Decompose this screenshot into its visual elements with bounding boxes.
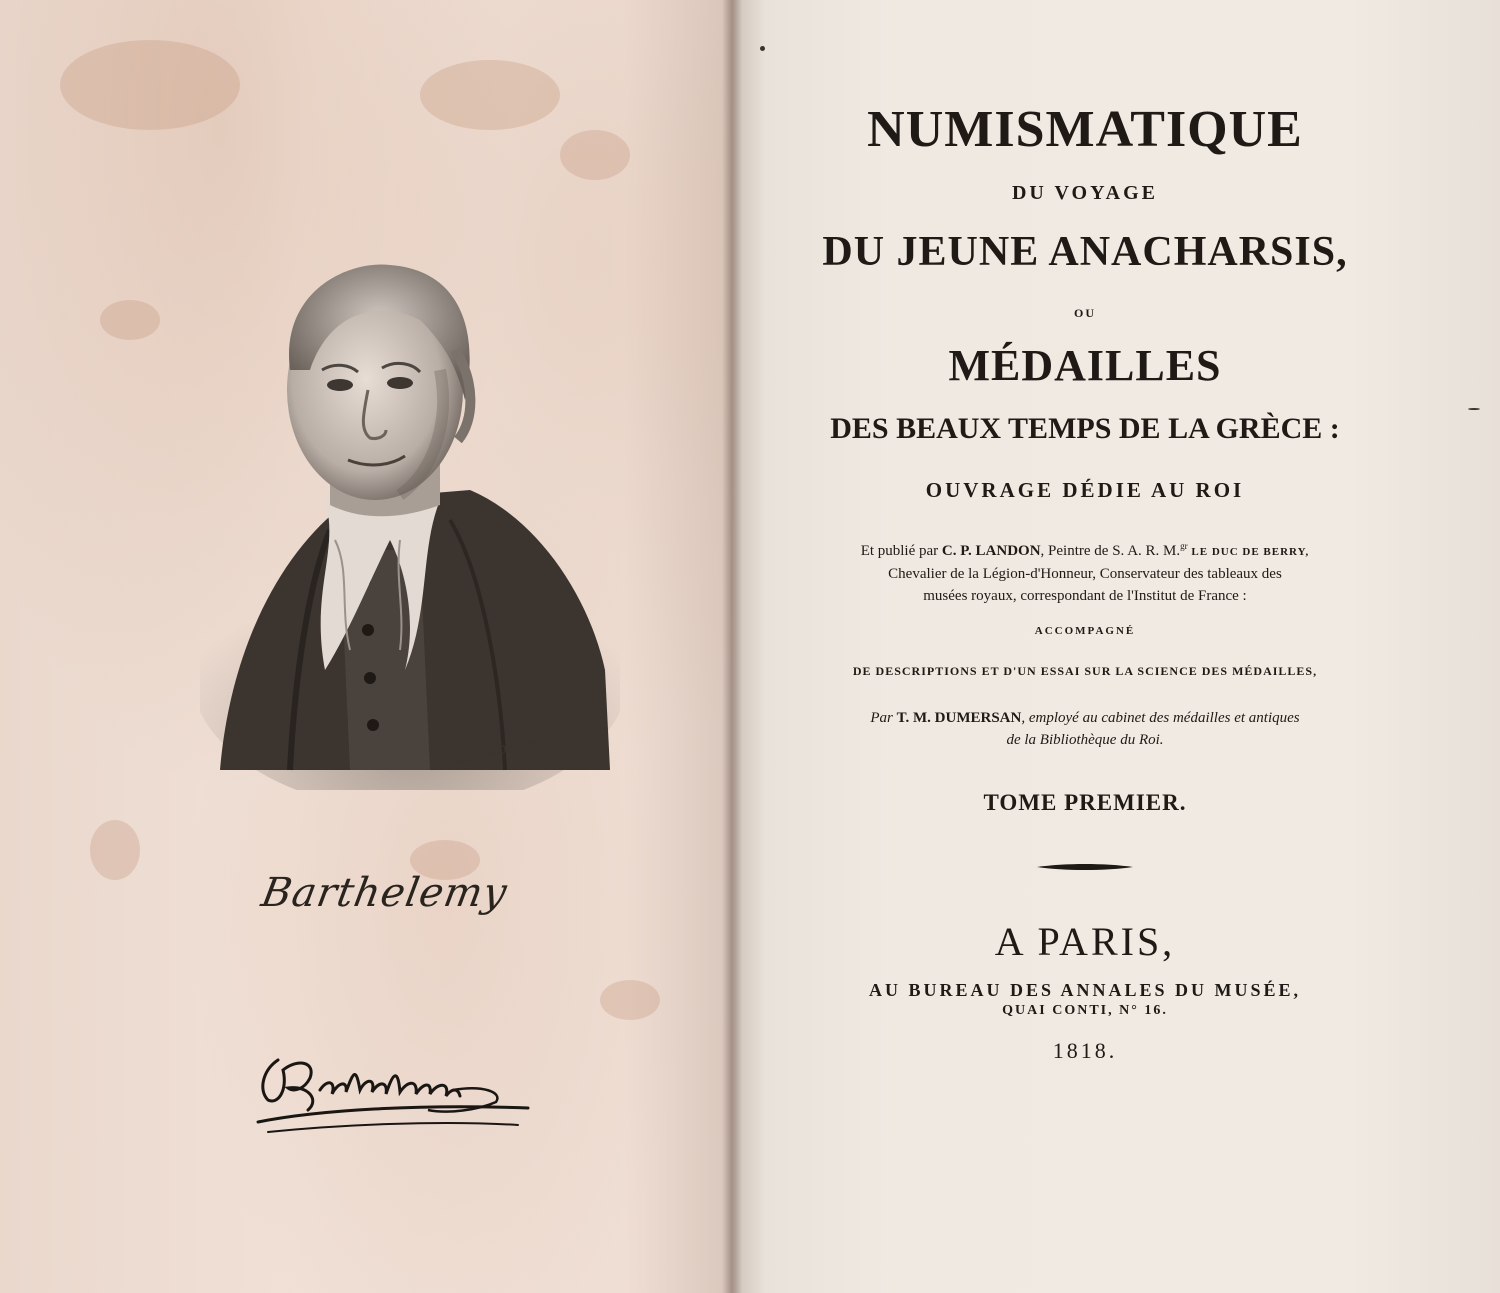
title-line-anacharsis: DU JEUNE ANACHARSIS, (822, 229, 1348, 275)
author-name: T. M. DUMERSAN (896, 710, 1022, 726)
volume-label: TOME PREMIER. (983, 790, 1187, 815)
publisher-line-2: Chevalier de la Légion-d'Honneur, Conservateur des tableaux des (888, 566, 1282, 582)
imprint-address: QUAI CONTI, N° 16. (1002, 1003, 1168, 1018)
ornamental-rule-icon (745, 862, 1425, 872)
publisher-line-3: musées royaux, correspondant de l'Institut de France : (923, 588, 1247, 604)
publisher-name: C. P. LANDON (941, 543, 1041, 559)
portrait-engraving-icon (200, 250, 620, 790)
title-line-ou: OU (1074, 306, 1096, 320)
imprint-city: A PARIS, (994, 919, 1176, 964)
author-statement (745, 707, 1425, 751)
author-line-1: Par T. M. DUMERSAN, employé au cabinet des médailles et antiques (870, 710, 1300, 726)
accompagne-line: ACCOMPAGNÉ (1034, 625, 1136, 637)
publisher-statement (745, 535, 1425, 607)
imprint-publisher: AU BUREAU DES ANNALES DU MUSÉE, (868, 980, 1302, 1000)
title-line-beaux-temps: DES BEAUX TEMPS DE LA GRÈCE : (830, 412, 1340, 445)
title-line-medailles: MÉDAILLES (948, 341, 1222, 390)
engraved-name-caption: Barthelemy (257, 870, 511, 916)
title-line-du-voyage: DU VOYAGE (1011, 182, 1159, 204)
dedication-line: OUVRAGE DÉDIE AU ROI (925, 478, 1245, 502)
descriptions-line: DE DESCRIPTIONS ET D'UN ESSAI SUR LA SCIENCE DES MÉDAILLES, (852, 664, 1318, 678)
lithographer-credit: Lith. de Delpech. (453, 733, 545, 767)
frontispiece-page (0, 0, 735, 1293)
book-title: NUMISMATIQUE (867, 101, 1303, 158)
publisher-line-1: Et publié par C. P. LANDON, Peintre de S. A. R. M.$^{gr}$ LE DUC DE BERRY, (860, 541, 1310, 559)
author-line-2: de la Bibliothèque du Roi. (1006, 732, 1164, 748)
imprint-year: 1818. (1052, 1038, 1118, 1063)
book-gutter (722, 0, 742, 1293)
handwritten-signature-icon (238, 1030, 538, 1140)
